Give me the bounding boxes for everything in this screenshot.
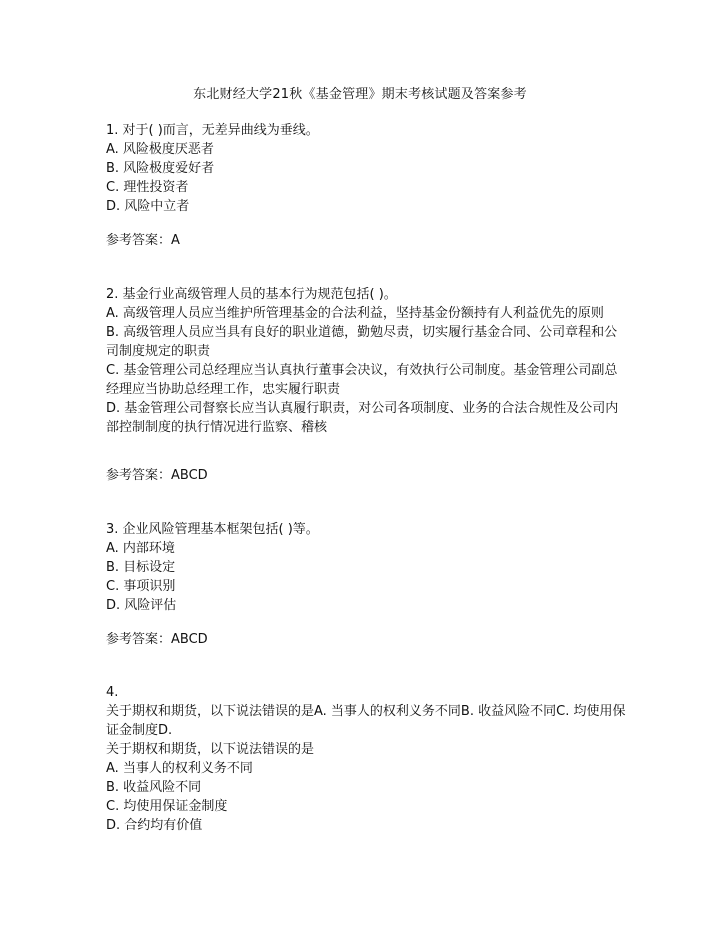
question-3-answer-block bbox=[106, 630, 626, 649]
question-4 bbox=[106, 683, 626, 835]
question-2-option-d: D. 基金管理公司督察长应当认真履行职责，对公司各项制度、业务的合法合规性及公司内部控制制度的执行情况进行监察、稽核 bbox=[106, 401, 619, 435]
question-1 bbox=[106, 121, 626, 216]
question-3 bbox=[106, 520, 626, 615]
question-3-stem: 3. 企业风险管理基本框架包括( )等。 bbox=[106, 522, 319, 537]
question-3-option-d: D. 风险评估 bbox=[106, 598, 177, 613]
question-2 bbox=[106, 285, 626, 437]
question-2-option-c: C. 基金管理公司总经理应当认真执行董事会决议，有效执行公司制度。基金管理公司副总经理应当协助总经理工作，忠实履行职责 bbox=[106, 363, 618, 397]
question-3-option-a: A. 内部环境 bbox=[106, 541, 175, 556]
document-title: 东北财经大学21秋《基金管理》期末考核试题及答案参考 bbox=[193, 87, 527, 102]
question-3-option-b: B. 目标设定 bbox=[106, 560, 176, 575]
question-2-option-b: B. 高级管理人员应当具有良好的职业道德，勤勉尽责，切实履行基金合同、公司章程和公司制度规定的职责 bbox=[106, 325, 618, 359]
question-1-option-c: C. 理性投资者 bbox=[106, 180, 189, 195]
question-1-option-b: B. 风险极度爱好者 bbox=[106, 161, 215, 176]
question-1-option-d: D. 风险中立者 bbox=[106, 199, 190, 214]
question-4-stem-inline: 关于期权和期货，以下说法错误的是A. 当事人的权利义务不同B. 收益风险不同C. 均使用保证金制度D. bbox=[106, 704, 626, 738]
question-1-stem: 1. 对于( )而言，无差异曲线为垂线。 bbox=[106, 123, 319, 138]
question-1-answer: 参考答案：A bbox=[106, 233, 180, 248]
question-2-stem: 2. 基金行业高级管理人员的基本行为规范包括( )。 bbox=[106, 287, 397, 302]
question-4-option-a: A. 当事人的权利义务不同 bbox=[106, 761, 253, 776]
question-4-stem: 关于期权和期货，以下说法错误的是 bbox=[106, 742, 315, 757]
question-4-option-d: D. 合约均有价值 bbox=[106, 818, 203, 833]
question-4-number: 4. bbox=[106, 685, 119, 700]
question-3-option-c: C. 事项识别 bbox=[106, 579, 176, 594]
question-2-option-a: A. 高级管理人员应当维护所管理基金的合法利益，坚持基金份额持有人利益优先的原则 bbox=[106, 306, 604, 321]
question-4-option-c: C. 均使用保证金制度 bbox=[106, 799, 228, 814]
question-2-answer: 参考答案：ABCD bbox=[106, 468, 208, 483]
question-1-answer-block bbox=[106, 231, 626, 250]
question-4-option-b: B. 收益风险不同 bbox=[106, 780, 202, 795]
question-1-option-a: A. 风险极度厌恶者 bbox=[106, 142, 214, 157]
question-3-answer: 参考答案：ABCD bbox=[106, 632, 208, 647]
question-2-answer-block bbox=[106, 466, 626, 485]
